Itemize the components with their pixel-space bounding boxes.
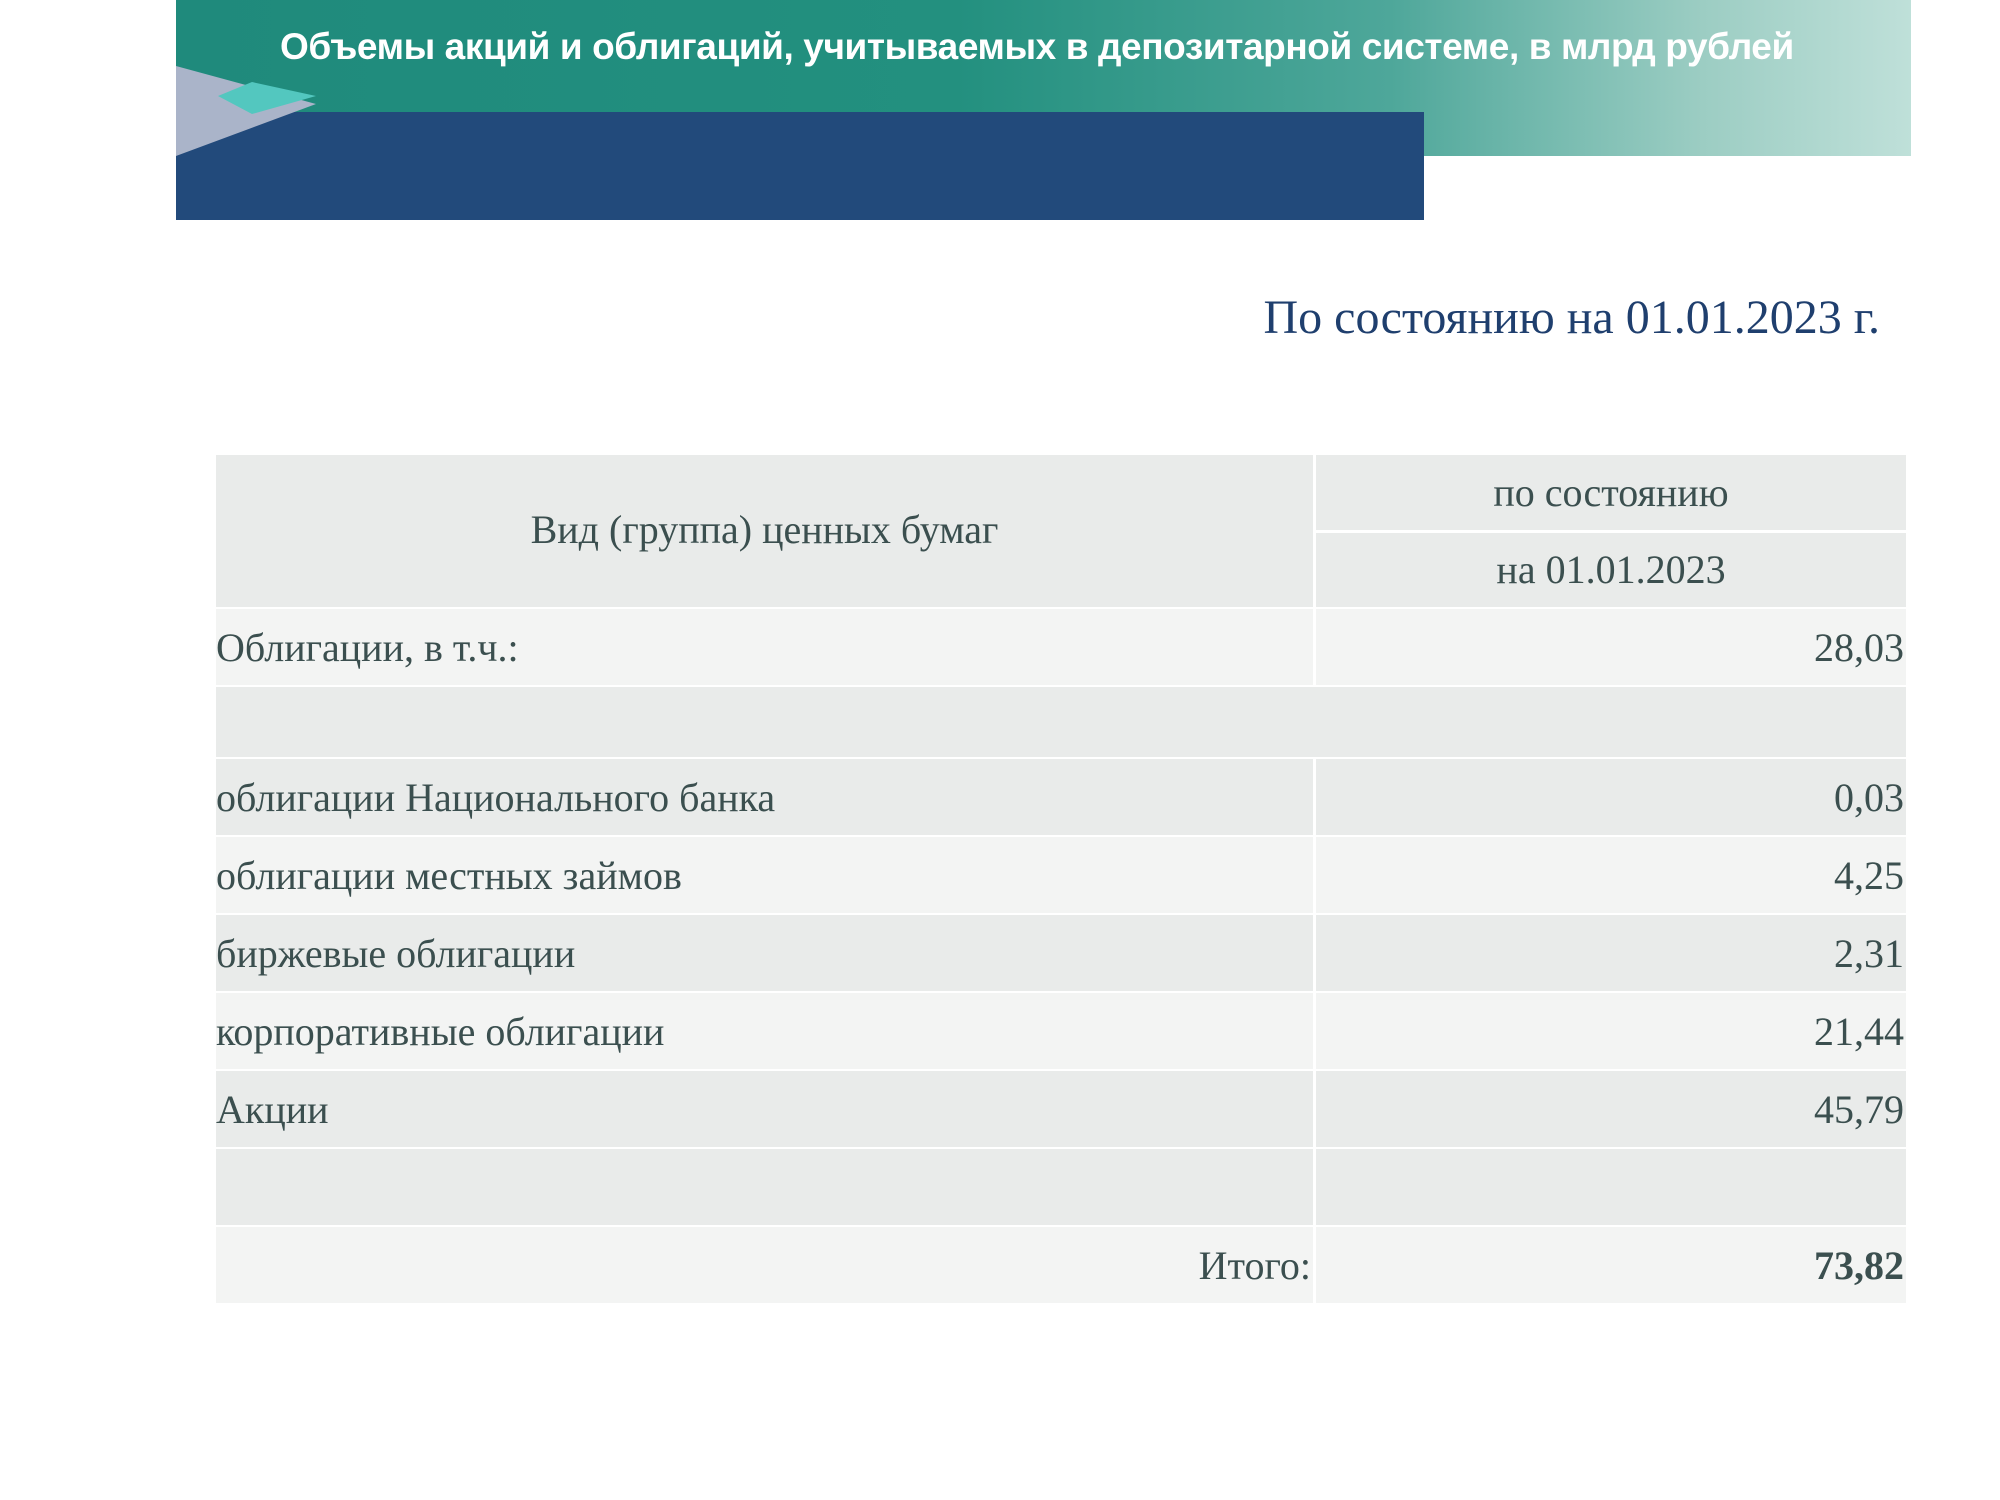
row-label: Облигации, в т.ч.: [216, 609, 1313, 685]
table-row [216, 1071, 1906, 1147]
spacer-cell [216, 687, 1906, 757]
page-title: Объемы акций и облигаций, учитываемых в депозитарной системе, в млрд рублей [280, 26, 1794, 67]
row-value: 0,03 [1316, 759, 1906, 835]
empty-cell [216, 1149, 1313, 1225]
header-date-cell [1316, 455, 1906, 607]
row-label: облигации местных займов [216, 837, 1313, 913]
date-note: По состоянию на 01.01.2023 г. [1263, 291, 1880, 344]
chevron-decoration [176, 66, 316, 156]
row-value: 4,25 [1316, 837, 1906, 913]
row-value: 2,31 [1316, 915, 1906, 991]
row-value: 21,44 [1316, 993, 1906, 1069]
table-empty-row [216, 1149, 1906, 1225]
securities-table [216, 455, 1906, 1305]
row-label: Акции [216, 1071, 1313, 1147]
row-label: облигации Национального банка [216, 759, 1313, 835]
row-label: корпоративные облигации [216, 993, 1313, 1069]
table-total-row [216, 1227, 1906, 1303]
table-row [216, 915, 1906, 991]
table-spacer-row [216, 687, 1906, 757]
table-row [216, 759, 1906, 835]
table-row [216, 993, 1906, 1069]
table-row [216, 609, 1906, 685]
header-date-line1: по состоянию [1316, 455, 1906, 530]
total-value: 73,82 [1316, 1227, 1906, 1303]
row-label: биржевые облигации [216, 915, 1313, 991]
total-label: Итого: [216, 1227, 1313, 1303]
row-value: 28,03 [1316, 609, 1906, 685]
table-row [216, 837, 1906, 913]
header-navy-block [176, 112, 1424, 220]
header-date-line2: на 01.01.2023 [1316, 533, 1906, 608]
header-type-cell: Вид (группа) ценных бумаг [216, 455, 1313, 607]
table-header [216, 455, 1906, 607]
empty-cell [1316, 1149, 1906, 1225]
row-value: 45,79 [1316, 1071, 1906, 1147]
